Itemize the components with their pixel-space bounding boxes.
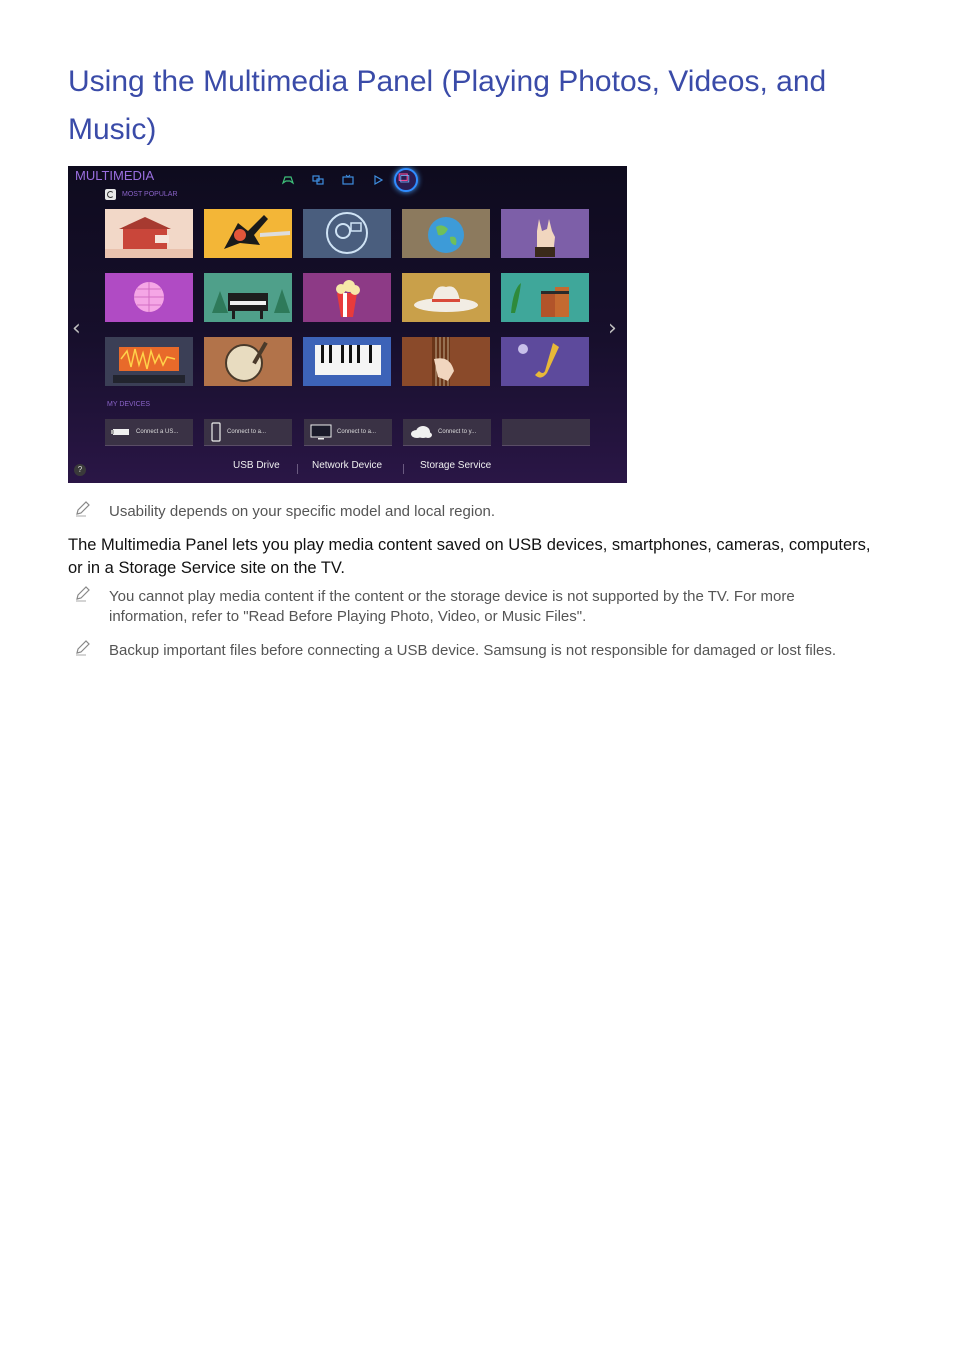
tile-saxophone[interactable] xyxy=(501,337,589,386)
page-title: Using the Multimedia Panel (Playing Photos, Videos, and Music) xyxy=(68,65,827,146)
device-smartphone[interactable] xyxy=(204,419,292,446)
tile-astronaut[interactable] xyxy=(303,209,391,258)
device-computer[interactable] xyxy=(304,419,392,446)
device-label: Connect to a... xyxy=(337,429,377,435)
tile-cowboy-hat[interactable] xyxy=(402,273,490,322)
computer-icon xyxy=(310,424,332,440)
top-nav xyxy=(281,172,385,186)
tile-guitar[interactable] xyxy=(204,209,292,258)
tile-waveform[interactable] xyxy=(105,337,193,386)
note-pencil-icon xyxy=(74,638,92,656)
tile-rock-hand[interactable] xyxy=(501,209,589,258)
tab-storage-service[interactable]: Storage Service xyxy=(420,460,492,471)
tab-network-device[interactable]: Network Device xyxy=(312,460,383,471)
tile-piano-forest[interactable] xyxy=(204,273,292,322)
tile-globe[interactable] xyxy=(402,209,490,258)
my-devices-label: MY DEVICES xyxy=(107,401,151,408)
device-cloud[interactable] xyxy=(403,419,491,446)
note-unsupported-content: You cannot play media content if the content or the storage device is not supported by the TV. For more information, refer to "Read Before Playing Photo, Video, or Music Files". xyxy=(109,588,795,625)
tile-popcorn[interactable] xyxy=(303,273,391,322)
chevron-right-icon[interactable]: › xyxy=(608,316,617,341)
refresh-icon[interactable] xyxy=(105,189,116,200)
cloud-icon xyxy=(409,425,433,439)
chevron-left-icon[interactable]: ‹ xyxy=(72,316,81,341)
note-usability: Usability depends on your specific model and local region. xyxy=(109,503,496,520)
multimedia-panel-screenshot xyxy=(68,166,627,483)
tile-keyboard[interactable] xyxy=(303,337,391,386)
tab-usb-drive[interactable]: USB Drive xyxy=(233,460,280,471)
note-pencil-icon xyxy=(74,584,92,602)
device-label: Connect to y... xyxy=(438,429,477,435)
tile-bongos[interactable] xyxy=(501,273,589,322)
tile-disco-ball[interactable] xyxy=(105,273,193,322)
panel-label: MULTIMEDIA xyxy=(75,168,155,183)
tile-bass[interactable] xyxy=(402,337,490,386)
tab-divider xyxy=(403,464,404,474)
body-paragraph: The Multimedia Panel lets you play media content saved on USB devices, smartphones, cameras, computers, or in a Storage Service site on the TV. xyxy=(68,536,871,577)
tab-divider xyxy=(297,464,298,474)
smartphone-icon xyxy=(210,422,222,442)
multimedia-icon[interactable] xyxy=(394,168,418,192)
help-button[interactable]: ? xyxy=(74,464,86,476)
usb-drive-icon xyxy=(111,427,131,437)
most-popular-header xyxy=(105,189,178,200)
device-label: Connect a US... xyxy=(136,429,179,435)
most-popular-label: MOST POPULAR xyxy=(122,191,178,198)
tile-barn[interactable] xyxy=(105,209,193,258)
device-label: Connect to a... xyxy=(227,429,267,435)
note-backup: Backup important files before connecting a USB device. Samsung is not responsible for damaged or lost files. xyxy=(109,642,837,659)
apps-icon[interactable] xyxy=(311,172,325,186)
play-icon[interactable] xyxy=(371,172,385,186)
note-pencil-icon xyxy=(74,499,92,517)
tile-banjo[interactable] xyxy=(204,337,292,386)
tv-icon[interactable] xyxy=(341,172,355,186)
games-icon[interactable] xyxy=(281,172,295,186)
device-empty-slot xyxy=(502,419,590,446)
device-usb[interactable] xyxy=(105,419,193,446)
